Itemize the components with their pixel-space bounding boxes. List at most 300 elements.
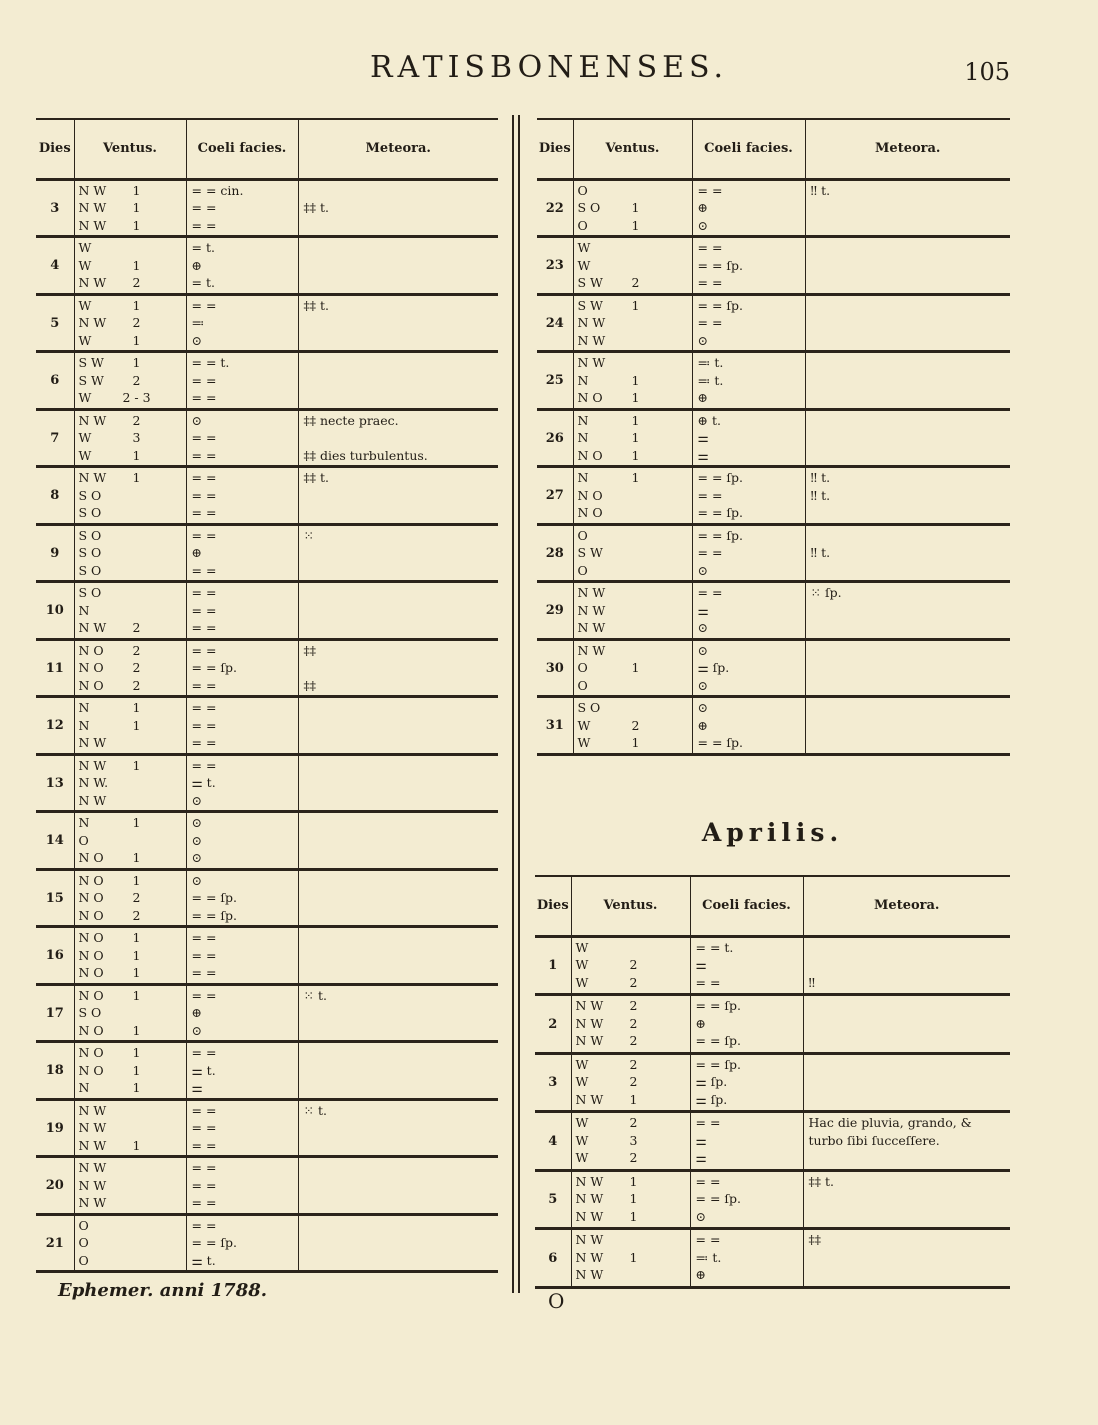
wind-direction: N O [78,907,104,923]
wind-direction: S W [78,355,104,370]
wind-strength: 2 [629,1115,638,1130]
wind-cell [74,984,186,1042]
sky-entry: = = [191,930,217,945]
wind-line [572,1249,690,1267]
day-cell: 8 [36,467,74,525]
meteora-entry [304,1177,495,1195]
wind-line [572,1114,690,1132]
meteora-cell [298,1214,498,1272]
sky-entry: = = [697,585,723,600]
wind-strength: 1 [132,257,141,273]
meteora-entry: ‼ t. [810,487,831,503]
wind-direction: N W [78,735,107,750]
meteora-entry: ‼ t. [810,545,831,560]
sky-cell [186,984,298,1042]
wind-direction: S O [78,487,102,503]
wind-cell [573,582,692,640]
meteora-entry [809,1056,1007,1074]
table-row [36,927,498,985]
wind-line [75,1079,186,1097]
wind-line [75,602,186,620]
table-row [537,294,1010,352]
sky-entry: = = [191,585,217,600]
wind-line [574,677,692,695]
wind-strength [121,527,153,545]
meteora-entry [809,1266,1007,1284]
wind-line [75,677,186,695]
wind-direction: S W [577,545,603,560]
wind-direction: S O [78,562,102,578]
wind-line [572,997,690,1015]
wind-strength: 2 [132,660,141,675]
table-row [36,294,498,352]
wind-line [574,602,692,620]
wind-cell [74,352,186,410]
sky-entry: ⚌ t. [191,1062,216,1078]
day-cell: 14 [36,812,74,870]
day-cell: 22 [537,179,573,237]
wind-direction: S W [78,372,104,388]
column-divider-rule [512,115,514,1293]
day-cell: 26 [537,409,573,467]
table-row [36,1042,498,1100]
meteora-entry [304,774,495,792]
wind-strength: 2 [631,275,640,290]
meteora-entry [811,447,1007,465]
table-row [537,352,1010,410]
wind-cell [573,179,692,237]
wind-line [572,1173,690,1191]
wind-direction: S O [78,1005,102,1020]
wind-line [574,619,692,637]
wind-cell [573,352,692,410]
sky-entry: = t. [191,275,215,290]
meteora-entry: ‡‡ [303,677,316,693]
wind-direction: N O [78,1062,104,1078]
table-row [537,639,1010,697]
sky-entry: = = [191,965,217,980]
wind-strength: 1 [132,297,141,313]
sky-entry: = = [191,372,217,388]
wind-direction: N W [78,1160,107,1175]
sky-entry: = = [697,275,723,290]
wind-direction: N [78,815,90,830]
wind-line [574,257,692,275]
wind-line [75,642,186,660]
wind-line [75,849,186,867]
wind-strength: 1 [631,470,640,485]
header-coeli: Coeli facies. [692,119,805,179]
sky-entry: = = [191,987,217,1003]
meteora-entry: ‡‡ t. [808,1173,834,1189]
wind-strength: 2 [132,315,141,330]
wind-line [75,1177,186,1195]
meteora-entry [304,619,495,637]
wind-strength: 1 [631,430,640,445]
wind-line [75,1252,186,1270]
meteora-entry [809,1149,1007,1167]
meteora-entry [304,602,495,620]
month-title: Aprilis. [701,818,844,847]
wind-direction: O [78,832,89,848]
day-cell: 4 [535,1112,571,1171]
wind-direction: O [577,217,588,233]
wind-strength: 1 [631,297,640,313]
page-number: 105 [964,58,1010,86]
meteora-entry [304,907,495,925]
sky-cell [186,467,298,525]
meteora-entry [304,1234,495,1252]
wind-strength: 2 [132,890,141,905]
table-row [36,1157,498,1215]
meteora-cell [298,524,498,582]
sky-cell [692,294,805,352]
meteora-entry [811,677,1007,695]
wind-line [574,487,692,505]
day-cell: 18 [36,1042,74,1100]
wind-line [572,1073,690,1091]
wind-direction: N W [575,1015,604,1031]
meteora-entry [304,314,495,332]
wind-line [574,372,692,390]
meteora-cell [298,409,498,467]
wind-direction: N W [577,585,606,600]
wind-cell [74,294,186,352]
wind-strength: 1 [132,757,141,773]
wind-strength: 1 [629,1091,638,1107]
wind-strength: 1 [132,717,141,733]
sky-entry: ⚌ t. [191,1252,216,1268]
wind-strength [620,699,652,717]
meteora-entry [304,717,495,735]
meteora-cell [298,467,498,525]
wind-line [75,257,186,275]
wind-strength [121,1194,153,1212]
meteora-cell [805,524,1010,582]
sky-entry: = = [695,1232,721,1247]
table-row [537,467,1010,525]
wind-line [574,314,692,332]
sky-entry: ⊙ [695,1208,706,1224]
header-meteora: Meteora. [803,876,1010,936]
sky-entry: ⚌ [695,1132,707,1148]
meteora-entry: ‼ [808,974,816,990]
wind-cell [573,639,692,697]
wind-cell [74,1157,186,1215]
meteora-entry [304,964,495,982]
wind-strength [121,1004,153,1022]
wind-strength [620,584,652,602]
meteora-entry [811,372,1007,390]
meteora-entry: ‡‡ necte praec. [303,412,399,428]
wind-strength: 1 [629,1191,638,1206]
sky-entry: ⊕ t. [697,412,721,428]
wind-direction: W [575,1132,589,1148]
meteora-entry [304,1062,495,1080]
wind-cell [573,409,692,467]
sky-entry: = = [191,297,217,313]
wind-cell [571,1112,690,1171]
wind-strength [620,619,652,637]
wind-strength: 1 [132,1080,141,1095]
meteora-entry [304,1044,495,1062]
sky-cell [186,869,298,927]
sky-entry: = = [191,602,217,618]
sky-entry: = = [191,562,217,578]
wind-line [572,1190,690,1208]
wind-direction: O [577,527,588,543]
sky-entry: ⊙ [697,620,708,635]
wind-direction: N W. [78,775,109,790]
sky-cell [186,1157,298,1215]
wind-strength [121,239,153,257]
wind-line [572,1231,690,1249]
wind-strength: 1 [631,217,640,233]
sky-cell [186,409,298,467]
sky-cell [186,582,298,640]
wind-direction: N W [575,998,604,1013]
wind-direction: N W [575,1091,604,1107]
sky-entry: = = ſp. [191,907,237,923]
meteora-entry [304,257,495,275]
meteora-cell [298,237,498,295]
table-row [36,409,498,467]
wind-direction: N W [78,470,107,485]
footer-signature: O [548,1289,565,1313]
wind-strength [620,544,652,562]
wind-line [572,1056,690,1074]
wind-line [75,544,186,562]
wind-line [75,527,186,545]
header-meteora: Meteora. [298,119,498,179]
sky-entry: = = ſp. [697,735,743,750]
sky-cell [186,1214,298,1272]
wind-direction: N O [78,930,104,945]
sky-entry: ⊕ [697,390,708,405]
meteora-entry [304,1194,495,1212]
wind-line [574,699,692,717]
wind-strength: 1 [132,470,141,485]
sky-entry: ⊙ [697,677,708,693]
day-cell: 16 [36,927,74,985]
wind-direction: W [575,939,589,955]
wind-strength: 2 [132,620,141,635]
wind-line [75,504,186,522]
table-row [535,936,1010,995]
sky-entry: = t. [191,240,215,255]
wind-direction: N W [78,217,107,233]
wind-strength: 3 [132,430,141,445]
table-row [537,409,1010,467]
wind-direction: N O [78,850,104,865]
wind-cell [74,697,186,755]
sky-entry: = = [191,717,217,733]
april-table [535,875,1010,1289]
sky-cell [186,927,298,985]
wind-direction: N W [575,1249,604,1265]
table-row [36,352,498,410]
wind-line [75,372,186,390]
wind-strength: 1 [629,1249,638,1265]
wind-strength: 2 - 3 [122,390,151,405]
sky-entry: = = ſp. [697,505,743,520]
day-cell: 12 [36,697,74,755]
meteora-entry [809,1091,1007,1109]
wind-strength: 1 [629,1173,638,1189]
sky-cell [186,697,298,755]
sky-entry: = = [191,447,217,463]
wind-cell [74,467,186,525]
meteora-cell [298,697,498,755]
wind-direction: N O [78,1045,104,1060]
wind-strength [121,832,153,850]
wind-line [75,964,186,982]
wind-strength [121,1177,153,1195]
wind-cell [74,409,186,467]
wind-direction: S W [577,275,603,290]
day-cell: 25 [537,352,573,410]
wind-cell [573,237,692,295]
wind-strength [620,487,652,505]
sky-entry: = = [191,1120,217,1135]
wind-direction: S W [577,297,603,313]
wind-direction: N [577,412,589,428]
meteora-cell [805,179,1010,237]
meteora-entry [304,487,495,505]
meteora-entry: Hac die pluvia, grando, & [808,1115,972,1130]
sky-entry: = = [191,620,217,635]
meteora-cell [803,936,1010,995]
wind-direction: N O [78,1022,104,1038]
sky-cell [186,812,298,870]
day-cell: 2 [535,995,571,1054]
meteora-entry [304,372,495,390]
wind-strength [121,562,153,580]
header-meteora: Meteora. [805,119,1010,179]
table-row [36,984,498,1042]
wind-line [574,182,692,200]
wind-direction: N O [78,642,104,658]
wind-strength [121,1159,153,1177]
wind-line [572,1266,690,1284]
wind-strength: 1 [132,872,141,888]
meteora-entry [811,659,1007,677]
wind-strength: 1 [132,182,141,198]
meteora-cell [803,1112,1010,1171]
wind-line [574,447,692,465]
day-cell: 15 [36,869,74,927]
wind-strength: 1 [631,390,640,405]
meteora-entry [304,814,495,832]
wind-cell [74,1099,186,1157]
sky-entry: = = [191,1137,217,1153]
wind-line [75,297,186,315]
wind-line [574,734,692,752]
table-row [36,1214,498,1272]
wind-direction: N O [78,872,104,888]
meteora-cell [803,1053,1010,1112]
sky-entry: = = [191,700,217,715]
meteora-entry [811,314,1007,332]
sky-entry: = = [191,470,217,485]
wind-line [572,1208,690,1226]
meteora-cell [805,697,1010,755]
wind-strength: 2 [132,677,141,693]
wind-direction: N O [78,660,104,675]
wind-direction: W [575,1150,589,1165]
wind-line [75,1102,186,1120]
day-cell: 5 [36,294,74,352]
table-row [36,697,498,755]
wind-direction: W [78,257,92,273]
meteora-entry: ‡‡ t. [303,470,329,485]
day-cell: 13 [36,754,74,812]
meteora-entry [811,297,1007,315]
meteora-cell [805,409,1010,467]
wind-line [75,889,186,907]
sky-entry: ≕ t. [697,355,724,370]
sky-cell [692,409,805,467]
wind-line [572,1015,690,1033]
wind-line [75,1062,186,1080]
sky-entry: = = [697,487,723,503]
meteora-entry [809,997,1007,1015]
wind-line [75,659,186,677]
wind-strength: 2 [629,998,638,1013]
wind-direction: S O [577,200,601,215]
wind-cell [74,582,186,640]
meteora-cell [805,582,1010,640]
wind-strength [121,1217,153,1235]
sky-entry: ⊙ [191,1022,202,1038]
sky-entry: = = [191,505,217,520]
wind-strength [618,1266,650,1284]
column-divider-rule [518,115,520,1293]
wind-direction: N O [577,447,603,463]
wind-direction: N [577,470,589,485]
sky-entry: = = ſp. [695,1033,741,1048]
meteora-entry [304,1159,495,1177]
wind-strength: 1 [132,815,141,830]
wind-cell [74,869,186,927]
wind-strength [121,792,153,810]
wind-strength [620,504,652,522]
day-cell: 9 [36,524,74,582]
meteora-entry [304,504,495,522]
meteora-entry [304,699,495,717]
wind-strength: 2 [132,412,141,428]
wind-strength: 1 [132,355,141,370]
sky-entry: ⊙ [191,850,202,865]
wind-direction: N O [78,947,104,963]
wind-line [75,1137,186,1155]
wind-line [75,699,186,717]
sky-cell [690,1112,803,1171]
meteora-entry [304,354,495,372]
wind-line [75,1022,186,1040]
wind-line [574,717,692,735]
wind-line [75,872,186,890]
header-coeli: Coeli facies. [186,119,298,179]
wind-strength: 1 [132,1045,141,1060]
wind-strength: 2 [132,642,141,658]
march-left-table [36,118,498,1273]
table-row [36,1099,498,1157]
sky-entry: ⊕ [191,257,202,273]
meteora-entry [811,429,1007,447]
wind-strength: 2 [629,1056,638,1072]
meteora-entry: ⁙ ſp. [810,585,842,600]
